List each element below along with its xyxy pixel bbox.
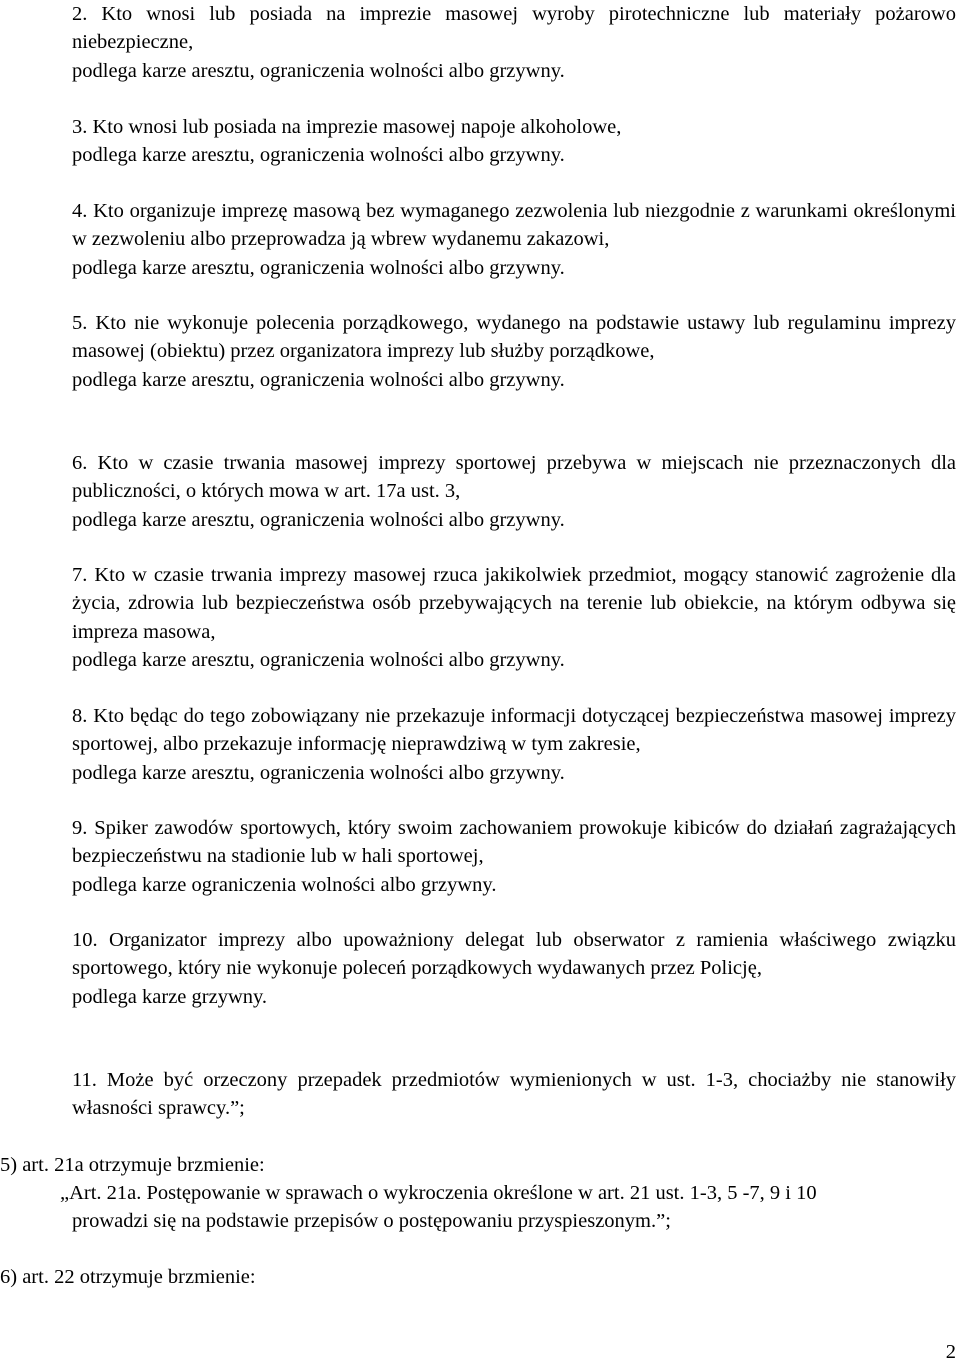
paragraph-penalty: podlega karze grzywny.	[72, 985, 268, 1008]
paragraph-item-10	[72, 926, 956, 1011]
paragraph-penalty: podlega karze aresztu, ograniczenia wolności albo grzywny.	[72, 508, 565, 531]
paragraph-text: 7. Kto w czasie trwania imprezy masowej rzuca jakikolwiek przedmiot, mogący stanowić zagrożenie dla życia, zdrowia lub bezpieczeństwa osób przebywających na terenie lub obiekcie, na którym odbywa się impreza masowa,	[72, 564, 956, 643]
paragraph-item-2	[72, 0, 956, 85]
paragraph-item-9	[72, 814, 956, 899]
paragraph-item-8	[72, 702, 956, 787]
paragraph-text: 4. Kto organizuje imprezę masową bez wymaganego zezwolenia lub niezgodnie z warunkami określonymi w zezwoleniu albo przeprowadza ją wbrew wydanemu zakazowi,	[72, 200, 956, 251]
paragraph-item-6	[72, 449, 956, 534]
paragraph-text: 10. Organizator imprezy albo upoważniony delegat lub obserwator z ramienia właściwego związku sportowego, który nie wykonuje poleceń porządkowych wydawanych przez Policję,	[72, 929, 956, 980]
paragraph-item-5	[72, 309, 956, 394]
amendment-heading: 5) art. 21a otrzymuje brzmienie:	[0, 1154, 265, 1176]
amendment-5-heading	[0, 1151, 956, 1179]
paragraph-penalty: podlega karze ograniczenia wolności albo grzywny.	[72, 873, 497, 896]
page-number: 2	[945, 1341, 956, 1363]
paragraph-text: 6. Kto w czasie trwania masowej imprezy sportowej przebywa w miejscach nie przeznaczonych dla publiczności, o których mowa w art. 17a ust. 3,	[72, 452, 956, 503]
paragraph-text: 2. Kto wnosi lub posiada na imprezie masowej wyroby pirotechniczne lub materiały pożarowo niebezpieczne,	[72, 3, 956, 54]
paragraph-penalty: podlega karze aresztu, ograniczenia wolności albo grzywny.	[72, 368, 565, 391]
paragraph-item-7	[72, 561, 956, 674]
paragraph-text: 5. Kto nie wykonuje polecenia porządkowego, wydanego na podstawie ustawy lub regulaminu imprezy masowej (obiektu) przez organizatora imprezy lub służby porządkowe,	[72, 312, 956, 363]
amendment-heading: 6) art. 22 otrzymuje brzmienie:	[0, 1266, 256, 1288]
paragraph-text: 9. Spiker zawodów sportowych, który swoim zachowaniem prowokuje kibiców do działań zagrażających bezpieczeństwu na stadionie lub w hali sportowej,	[72, 817, 956, 868]
amendment-6-heading	[0, 1263, 956, 1291]
paragraph-item-4	[72, 197, 956, 282]
paragraph-penalty: podlega karze aresztu, ograniczenia wolności albo grzywny.	[72, 648, 565, 671]
paragraph-item-3	[72, 113, 956, 170]
paragraph-text: 3. Kto wnosi lub posiada na imprezie masowej napoje alkoholowe,	[72, 116, 622, 138]
paragraph-penalty: podlega karze aresztu, ograniczenia wolności albo grzywny.	[72, 761, 565, 784]
amendment-5-quote	[60, 1179, 956, 1236]
paragraph-text: 8. Kto będąc do tego zobowiązany nie przekazuje informacji dotyczącej bezpieczeństwa masowej imprezy sportowej, albo przekazuje informację nieprawdziwą w tym zakresie,	[72, 705, 956, 756]
quote-line: prowadzi się na podstawie przepisów o postępowaniu przyspieszonym.”;	[72, 1210, 671, 1233]
paragraph-penalty: podlega karze aresztu, ograniczenia wolności albo grzywny.	[72, 59, 565, 82]
quote-line: „Art. 21a. Postępowanie w sprawach o wykroczenia określone w art. 21 ust. 1-3, 5 -7, 9 i 10	[60, 1182, 817, 1204]
paragraph-item-11	[72, 1066, 956, 1123]
paragraph-penalty: podlega karze aresztu, ograniczenia wolności albo grzywny.	[72, 256, 565, 279]
paragraph-text: 11. Może być orzeczony przepadek przedmiotów wymienionych w ust. 1-3, chociażby nie stanowiły własności sprawcy.”;	[72, 1069, 956, 1120]
paragraph-penalty: podlega karze aresztu, ograniczenia wolności albo grzywny.	[72, 144, 565, 167]
